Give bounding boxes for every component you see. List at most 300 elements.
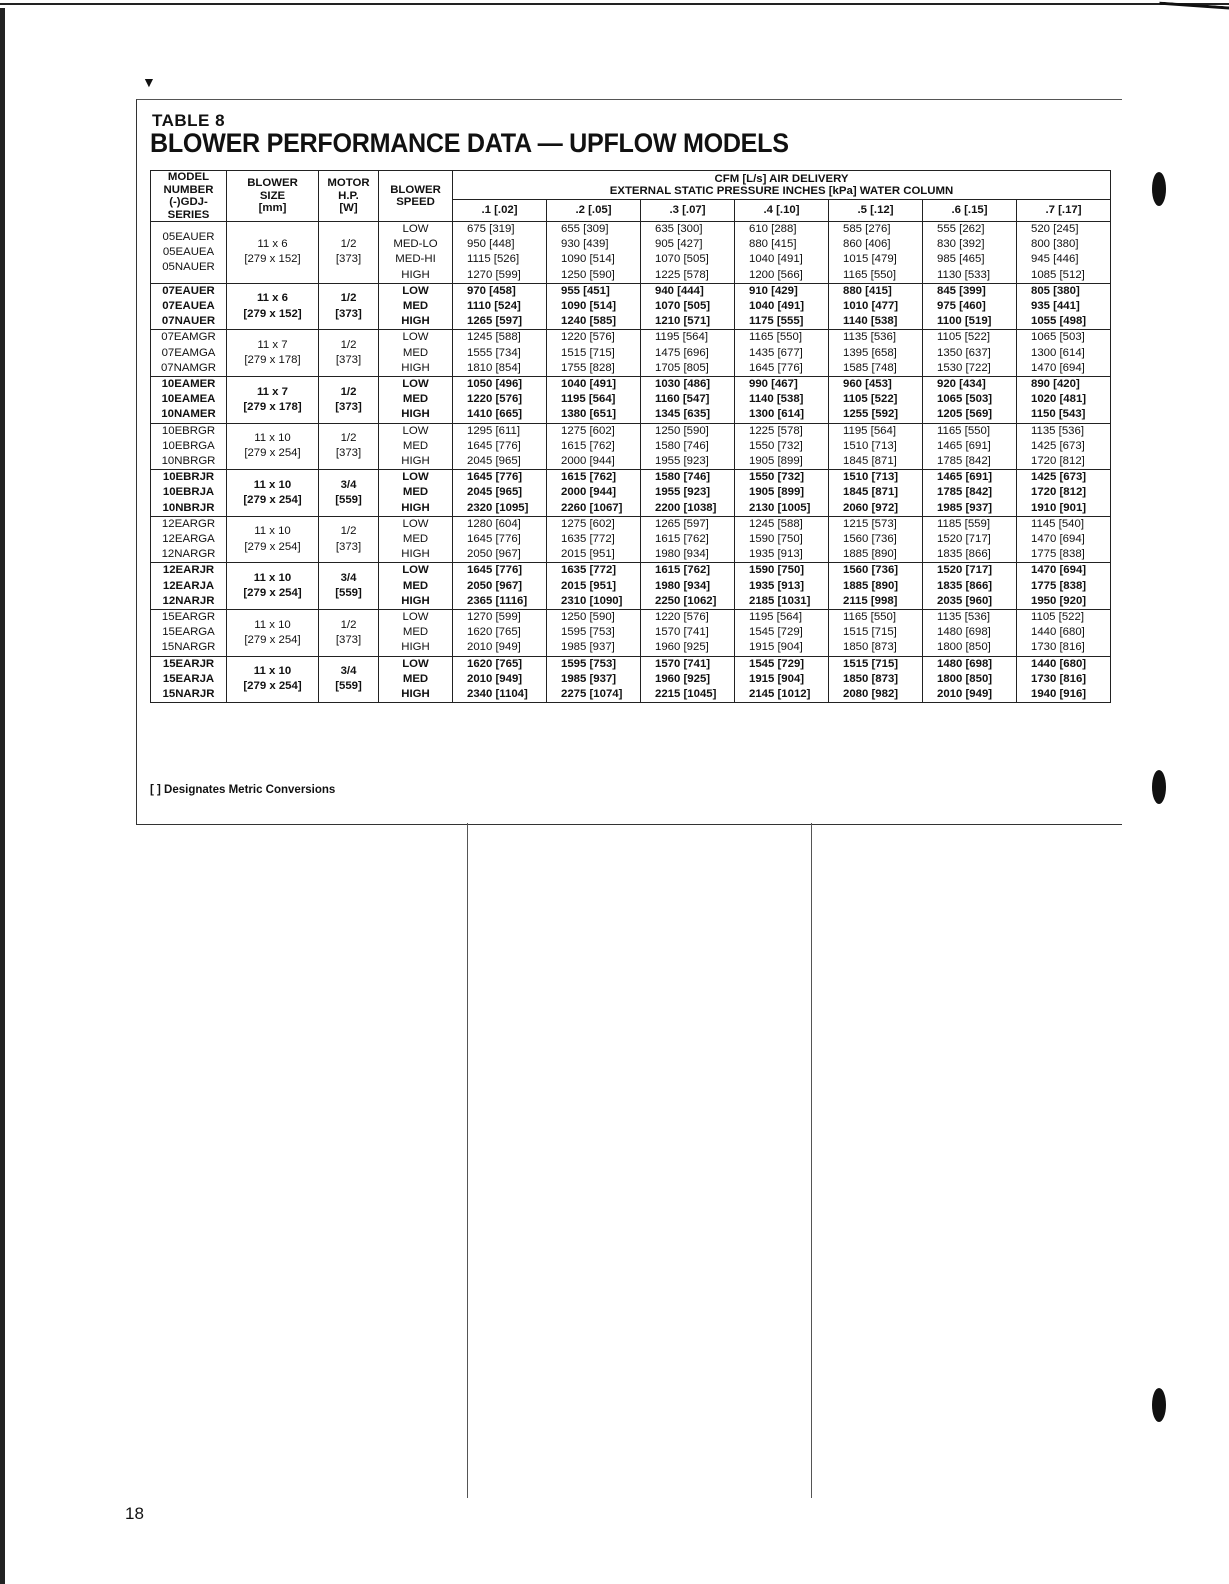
cfm-value-cell-line: 880 [415] bbox=[749, 238, 797, 251]
cfm-value-cell bbox=[1017, 656, 1111, 703]
cfm-value-cell-line: 520 [245] bbox=[1031, 223, 1079, 235]
cfm-value-cell-line: 920 [434] bbox=[937, 378, 986, 391]
cfm-value-cell-line: 1960 [925] bbox=[655, 672, 711, 685]
cfm-value-cell-line: 1480 [698] bbox=[937, 657, 993, 670]
motor-hp-cell-line: [559] bbox=[335, 494, 362, 507]
cfm-value-cell-line: 1135 [536] bbox=[937, 611, 990, 624]
blower-speed-cell bbox=[379, 563, 453, 610]
cfm-value-cell-line: 1570 [741] bbox=[655, 657, 711, 670]
cfm-value-cell-line: 1435 [677] bbox=[749, 346, 803, 359]
cfm-value-cell-line: 1580 [746] bbox=[655, 439, 709, 452]
cfm-value-cell-line: 905 [427] bbox=[655, 238, 703, 251]
cfm-value-cell bbox=[547, 222, 641, 284]
cfm-value-cell bbox=[547, 610, 641, 657]
cfm-value-cell-line: 1555 [734] bbox=[467, 346, 521, 359]
motor-hp-cell bbox=[319, 330, 379, 377]
cfm-value-cell-line: 910 [429] bbox=[749, 284, 798, 297]
model-number-cell-line: 07EAUEA bbox=[162, 300, 215, 313]
motor-hp-cell bbox=[319, 610, 379, 657]
cfm-value-cell-line: 2215 [1045] bbox=[655, 688, 717, 701]
motor-hp-cell-line: 1/2 bbox=[340, 292, 357, 305]
header-pressure-1: .1 [.02] bbox=[453, 200, 547, 222]
cfm-value-cell-line: 860 [406] bbox=[843, 238, 891, 251]
header-pressure-2: .2 [.05] bbox=[547, 200, 641, 222]
cfm-value-cell-line: 1185 [559] bbox=[937, 517, 990, 530]
cfm-value-cell-line: 1545 [729] bbox=[749, 657, 805, 670]
binder-hole-2 bbox=[1152, 770, 1166, 804]
cfm-value-cell bbox=[453, 423, 547, 470]
table-row bbox=[151, 516, 1111, 563]
cfm-value-cell bbox=[453, 610, 547, 657]
cfm-value-cell-line: 1960 [925] bbox=[655, 641, 709, 654]
blower-speed-cell bbox=[379, 470, 453, 517]
cfm-value-cell bbox=[923, 516, 1017, 563]
cfm-value-cell bbox=[547, 470, 641, 517]
model-number-cell bbox=[151, 423, 227, 470]
cfm-value-cell-line: 1800 [850] bbox=[937, 641, 991, 654]
cfm-value-cell bbox=[453, 377, 547, 424]
cfm-value-cell-line: 2145 [1012] bbox=[749, 688, 811, 701]
cfm-value-cell-line: 1910 [901] bbox=[1031, 501, 1087, 514]
page-edge-top bbox=[0, 3, 1229, 5]
blower-speed-cell bbox=[379, 283, 453, 330]
cfm-value-cell-line: 805 [380] bbox=[1031, 284, 1080, 297]
motor-hp-cell-line: 3/4 bbox=[340, 572, 357, 585]
cfm-value-cell-line: 1195 [564] bbox=[749, 611, 802, 624]
cfm-value-cell-line: 1515 [715] bbox=[843, 626, 897, 639]
model-number-cell-line: 15EARJR bbox=[162, 657, 215, 670]
cfm-value-cell-line: 1270 [599] bbox=[467, 268, 521, 281]
cfm-value-cell-line: 2050 [967] bbox=[467, 579, 523, 592]
blower-speed-cell-line: HIGH bbox=[401, 641, 430, 654]
table-row bbox=[151, 470, 1111, 517]
cfm-value-cell-line: 935 [441] bbox=[1031, 300, 1080, 313]
motor-hp-cell-line: 3/4 bbox=[340, 478, 357, 491]
cfm-value-cell bbox=[923, 656, 1017, 703]
blower-speed-cell-line: HIGH bbox=[401, 548, 430, 561]
cfm-value-cell bbox=[829, 222, 923, 284]
cfm-value-cell-line: 1510 [713] bbox=[843, 439, 897, 452]
cfm-value-cell bbox=[547, 656, 641, 703]
cfm-value-cell-line: 945 [446] bbox=[1031, 253, 1079, 266]
cfm-value-cell bbox=[1017, 283, 1111, 330]
cfm-value-cell bbox=[829, 610, 923, 657]
cfm-value-cell-line: 1775 [838] bbox=[1031, 548, 1085, 561]
blower-speed-cell-line: HIGH bbox=[401, 361, 430, 374]
blower-speed-cell bbox=[379, 222, 453, 284]
cfm-value-cell-line: 2015 [951] bbox=[561, 548, 615, 561]
header-cfm-air-delivery: CFM [L/s] AIR DELIVERY EXTERNAL STATIC PRESSURE INCHES [kPa] WATER COLUMN bbox=[453, 171, 1111, 200]
motor-hp-cell bbox=[319, 470, 379, 517]
cfm-value-cell-line: 1850 [873] bbox=[843, 641, 897, 654]
cfm-value-cell-line: 1955 [923] bbox=[655, 486, 711, 499]
cfm-value-cell-line: 1550 [732] bbox=[749, 439, 803, 452]
cfm-value-cell-line: 970 [458] bbox=[467, 284, 516, 297]
cfm-value-cell-line: 1265 [597] bbox=[655, 517, 709, 530]
motor-hp-cell-line: 1/2 bbox=[340, 385, 357, 398]
cfm-value-cell bbox=[923, 377, 1017, 424]
blower-size-cell bbox=[227, 283, 319, 330]
model-number-cell-line: 05NAUER bbox=[162, 261, 215, 273]
cfm-value-cell-line: 1135 [536] bbox=[843, 331, 896, 344]
cfm-value-cell-line: 1465 [691] bbox=[937, 439, 991, 452]
model-number-cell-line: 15NARGR bbox=[161, 641, 216, 654]
cfm-value-cell-line: 1350 [637] bbox=[937, 346, 991, 359]
cfm-value-cell-line: 2045 [965] bbox=[467, 486, 523, 499]
blower-speed-cell-line: LOW bbox=[402, 424, 429, 437]
model-number-cell bbox=[151, 610, 227, 657]
cfm-value-cell-line: 830 [392] bbox=[937, 238, 985, 251]
cfm-value-cell-line: 1145 [540] bbox=[1031, 517, 1084, 530]
column-divider-left bbox=[467, 823, 468, 1498]
cfm-value-cell bbox=[923, 423, 1017, 470]
cfm-value-cell-line: 1105 [522] bbox=[843, 393, 898, 406]
cfm-value-cell-line: 1580 [746] bbox=[655, 471, 711, 484]
blower-size-cell-line: [279 x 254] bbox=[243, 680, 302, 693]
cfm-value-cell-line: 1785 [842] bbox=[937, 486, 993, 499]
blower-speed-cell-line: HIGH bbox=[401, 501, 430, 514]
blower-speed-cell-line: MED bbox=[402, 626, 429, 639]
cfm-value-cell-line: 1645 [776] bbox=[467, 439, 521, 452]
blower-speed-cell-line: MED bbox=[402, 300, 429, 313]
cfm-value-cell-line: 1850 [873] bbox=[843, 672, 899, 685]
cfm-value-cell-line: 585 [276] bbox=[843, 223, 891, 235]
cfm-value-cell-line: 1210 [571] bbox=[655, 315, 711, 328]
cfm-value-cell-line: 975 [460] bbox=[937, 300, 986, 313]
cfm-value-cell bbox=[923, 610, 1017, 657]
cfm-value-cell-line: 1300 [614] bbox=[1031, 346, 1085, 359]
model-number-cell-line: 10EBRJR bbox=[162, 471, 215, 484]
cfm-value-cell bbox=[1017, 377, 1111, 424]
blower-size-cell-line: [279 x 254] bbox=[244, 447, 301, 460]
blower-speed-cell-line: MED-LO bbox=[393, 238, 438, 251]
table-body bbox=[151, 222, 1111, 703]
cfm-value-cell-line: 2340 [1104] bbox=[467, 688, 528, 701]
cfm-value-cell-line: 1195 [564] bbox=[561, 393, 616, 406]
cfm-value-cell-line: 2010 [949] bbox=[937, 688, 993, 701]
cfm-value-cell bbox=[735, 283, 829, 330]
model-number-cell-line: 10NBRJR bbox=[162, 501, 215, 514]
cfm-value-cell-line: 1885 [890] bbox=[843, 579, 899, 592]
blower-size-cell bbox=[227, 222, 319, 284]
model-number-cell-line: 10EBRJA bbox=[162, 486, 215, 499]
blower-size-cell-line: [279 x 178] bbox=[243, 400, 302, 413]
cfm-value-cell bbox=[641, 377, 735, 424]
cfm-value-cell-line: 1905 [899] bbox=[749, 486, 805, 499]
model-number-cell bbox=[151, 656, 227, 703]
model-number-cell-line: 07NAMGR bbox=[160, 361, 217, 374]
motor-hp-cell bbox=[319, 377, 379, 424]
cfm-value-cell bbox=[547, 516, 641, 563]
cfm-value-cell-line: 800 [380] bbox=[1031, 238, 1079, 251]
blower-size-cell bbox=[227, 470, 319, 517]
header-pressure-4: .4 [.10] bbox=[735, 200, 829, 222]
cfm-value-cell bbox=[547, 563, 641, 610]
blower-speed-cell-line: MED bbox=[402, 346, 429, 359]
cfm-value-cell-line: 1730 [816] bbox=[1031, 672, 1087, 685]
cfm-value-cell-line: 1090 [514] bbox=[561, 300, 617, 313]
motor-hp-cell-line: 1/2 bbox=[340, 238, 357, 251]
cfm-value-cell bbox=[547, 423, 641, 470]
column-divider-right bbox=[811, 823, 812, 1498]
cfm-value-cell-line: 555 [262] bbox=[937, 223, 985, 235]
cfm-value-cell-line: 1220 [576] bbox=[561, 331, 615, 344]
cfm-value-cell-line: 960 [453] bbox=[843, 378, 892, 391]
model-number-cell bbox=[151, 563, 227, 610]
cfm-value-cell bbox=[735, 610, 829, 657]
cfm-value-cell-line: 1050 [496] bbox=[467, 378, 523, 391]
blower-size-cell-line: 11 x 10 bbox=[253, 665, 292, 678]
table-row bbox=[151, 563, 1111, 610]
model-number-cell-line: 12NARGR bbox=[161, 548, 216, 561]
cfm-value-cell-line: 1090 [514] bbox=[561, 253, 615, 266]
cfm-value-cell-line: 955 [451] bbox=[561, 284, 610, 297]
cfm-value-cell-line: 1100 [519] bbox=[937, 315, 992, 328]
blower-size-cell-line: 11 x 10 bbox=[254, 432, 291, 445]
cfm-value-cell-line: 1545 [729] bbox=[749, 626, 803, 639]
header-pressure-3: .3 [.07] bbox=[641, 200, 735, 222]
model-number-cell-line: 15NARJR bbox=[162, 688, 215, 701]
cfm-value-cell-line: 2035 [960] bbox=[937, 594, 993, 607]
cfm-value-cell bbox=[735, 222, 829, 284]
cfm-value-cell-line: 1070 [505] bbox=[655, 253, 709, 266]
blower-size-cell bbox=[227, 656, 319, 703]
cfm-value-cell-line: 2365 [1116] bbox=[467, 594, 528, 607]
cfm-value-cell-line: 1275 [602] bbox=[561, 424, 615, 437]
table-row bbox=[151, 283, 1111, 330]
cfm-value-cell bbox=[453, 470, 547, 517]
cfm-value-cell-line: 1560 [736] bbox=[843, 564, 899, 577]
page-edge-left bbox=[0, 8, 5, 1584]
blower-speed-cell-line: MED bbox=[402, 486, 429, 499]
cfm-value-cell bbox=[1017, 423, 1111, 470]
cfm-value-cell-line: 1985 [937] bbox=[561, 672, 617, 685]
table-row bbox=[151, 222, 1111, 284]
model-number-cell-line: 05EAUER bbox=[162, 230, 215, 243]
cfm-value-cell-line: 1775 [838] bbox=[1031, 579, 1087, 592]
blower-size-cell bbox=[227, 516, 319, 563]
cfm-value-cell-line: 2115 [998] bbox=[843, 594, 898, 607]
cfm-value-cell-line: 1955 [923] bbox=[655, 455, 709, 468]
blower-size-cell-line: 11 x 10 bbox=[254, 525, 291, 538]
cfm-value-cell-line: 1395 [658] bbox=[843, 346, 897, 359]
motor-hp-cell-line: [559] bbox=[335, 680, 362, 693]
cfm-value-cell-line: 1590 [750] bbox=[749, 564, 805, 577]
cfm-value-cell-line: 990 [467] bbox=[749, 378, 798, 391]
model-number-cell bbox=[151, 377, 227, 424]
cfm-value-cell-line: 1645 [776] bbox=[467, 471, 523, 484]
blower-speed-cell-line: HIGH bbox=[401, 408, 430, 421]
cfm-value-cell bbox=[641, 423, 735, 470]
cfm-value-cell-line: 1980 [934] bbox=[655, 579, 711, 592]
cfm-value-cell-line: 1055 [498] bbox=[1031, 315, 1087, 328]
cfm-value-cell-line: 1615 [762] bbox=[655, 533, 709, 546]
cfm-value-cell-line: 1645 [776] bbox=[749, 361, 803, 374]
cfm-value-cell-line: 1845 [871] bbox=[843, 455, 897, 468]
cfm-value-cell bbox=[829, 377, 923, 424]
cfm-value-cell-line: 1270 [599] bbox=[467, 611, 521, 624]
motor-hp-cell-line: [373] bbox=[335, 307, 362, 320]
blower-speed-cell-line: LOW bbox=[402, 657, 429, 670]
cfm-value-cell-line: 1470 [694] bbox=[1031, 361, 1085, 374]
cfm-value-cell-line: 1705 [805] bbox=[655, 361, 709, 374]
motor-hp-cell-line: 1/2 bbox=[340, 618, 357, 631]
blower-speed-cell-line: LOW bbox=[402, 611, 429, 624]
blower-speed-cell bbox=[379, 377, 453, 424]
cfm-value-cell-line: 1515 [715] bbox=[561, 346, 615, 359]
model-number-cell-line: 10NAMER bbox=[161, 408, 216, 421]
cfm-value-cell bbox=[641, 516, 735, 563]
binder-hole-1 bbox=[1152, 172, 1166, 206]
cfm-value-cell-line: 1065 [503] bbox=[1031, 331, 1085, 344]
blower-size-cell-line: [279 x 254] bbox=[243, 587, 302, 600]
blower-speed-cell-line: HIGH bbox=[401, 455, 430, 468]
model-number-cell-line: 05EAUEA bbox=[162, 245, 215, 258]
cfm-value-cell-line: 1245 [588] bbox=[467, 331, 521, 344]
blower-performance-table bbox=[150, 170, 1111, 703]
blower-speed-cell bbox=[379, 423, 453, 470]
motor-hp-cell-line: [559] bbox=[335, 587, 362, 600]
blower-size-cell-line: [279 x 178] bbox=[244, 354, 301, 367]
cfm-value-cell-line: 1135 [536] bbox=[1031, 424, 1084, 437]
blower-speed-cell-line: MED bbox=[402, 533, 429, 546]
cfm-value-cell-line: 2275 [1074] bbox=[561, 688, 623, 701]
motor-hp-cell bbox=[319, 656, 379, 703]
cfm-value-cell-line: 1250 [590] bbox=[561, 268, 615, 281]
blower-size-cell bbox=[227, 377, 319, 424]
cfm-value-cell bbox=[735, 330, 829, 377]
cfm-value-cell-line: 1755 [828] bbox=[561, 361, 615, 374]
cfm-value-cell bbox=[735, 563, 829, 610]
cfm-value-cell-line: 1635 [772] bbox=[561, 564, 617, 577]
blower-size-cell-line: 11 x 10 bbox=[254, 618, 291, 631]
cfm-value-cell-line: 1720 [812] bbox=[1031, 486, 1087, 499]
cfm-value-cell-line: 1085 [512] bbox=[1031, 268, 1085, 281]
model-number-cell-line: 07EAMGR bbox=[161, 331, 216, 344]
blower-size-cell-line: [279 x 254] bbox=[243, 494, 302, 507]
cfm-value-cell-line: 1030 [486] bbox=[655, 378, 711, 391]
cfm-value-cell bbox=[547, 283, 641, 330]
margin-marker-icon: ▼ bbox=[142, 74, 156, 90]
cfm-value-cell-line: 1425 [673] bbox=[1031, 439, 1085, 452]
table-row bbox=[151, 377, 1111, 424]
cfm-value-cell-line: 1935 [913] bbox=[749, 548, 803, 561]
cfm-value-cell-line: 2200 [1038] bbox=[655, 501, 717, 514]
blower-size-cell-line: [279 x 152] bbox=[244, 253, 301, 266]
cfm-value-cell-line: 1615 [762] bbox=[561, 439, 615, 452]
motor-hp-cell-line: [373] bbox=[335, 447, 362, 460]
model-number-cell-line: 12EARJR bbox=[162, 564, 215, 577]
cfm-value-cell-line: 1620 [765] bbox=[467, 626, 521, 639]
cfm-value-cell-line: 1225 [578] bbox=[749, 424, 803, 437]
cfm-value-cell-line: 1220 [576] bbox=[467, 393, 523, 406]
cfm-value-cell-line: 930 [439] bbox=[561, 238, 609, 251]
cfm-value-cell-line: 1785 [842] bbox=[937, 455, 991, 468]
cfm-value-cell-line: 1440 [680] bbox=[1031, 626, 1085, 639]
cfm-value-cell-line: 1160 [547] bbox=[655, 393, 710, 406]
cfm-value-cell-line: 1570 [741] bbox=[655, 626, 709, 639]
cfm-value-cell-line: 635 [300] bbox=[655, 223, 703, 235]
cfm-value-cell-line: 1255 [592] bbox=[843, 408, 899, 421]
header-pressure-5: .5 [.12] bbox=[829, 200, 923, 222]
model-number-cell bbox=[151, 470, 227, 517]
cfm-value-cell-line: 1470 [694] bbox=[1031, 533, 1085, 546]
cfm-value-cell-line: 1195 [564] bbox=[655, 331, 708, 344]
blower-speed-cell-line: MED bbox=[402, 672, 429, 685]
cfm-value-cell bbox=[829, 516, 923, 563]
cfm-value-cell-line: 1885 [890] bbox=[843, 548, 897, 561]
metric-footnote: [ ] Designates Metric Conversions bbox=[150, 784, 336, 796]
cfm-value-cell-line: 890 [420] bbox=[1031, 378, 1080, 391]
blower-size-cell bbox=[227, 563, 319, 610]
blower-size-cell-line: 11 x 10 bbox=[253, 572, 292, 585]
blower-speed-cell-line: MED-HI bbox=[395, 253, 436, 266]
cfm-value-cell-line: 1615 [762] bbox=[655, 564, 711, 577]
cfm-value-cell-line: 1110 [524] bbox=[467, 300, 521, 313]
cfm-value-cell-line: 1295 [611] bbox=[467, 424, 520, 437]
model-number-cell-line: 10EBRGA bbox=[162, 439, 215, 452]
model-number-cell-line: 10EAMEA bbox=[161, 393, 216, 406]
cfm-value-cell-line: 2185 [1031] bbox=[749, 594, 811, 607]
blower-speed-cell-line: HIGH bbox=[401, 594, 430, 607]
cfm-value-cell bbox=[453, 563, 547, 610]
cfm-value-cell-line: 1150 [543] bbox=[1031, 408, 1086, 421]
cfm-value-cell-line: 1065 [503] bbox=[937, 393, 993, 406]
cfm-value-cell-line: 1240 [585] bbox=[561, 315, 617, 328]
table-row bbox=[151, 330, 1111, 377]
cfm-value-cell bbox=[453, 283, 547, 330]
cfm-value-cell bbox=[641, 656, 735, 703]
blower-speed-cell-line: HIGH bbox=[401, 688, 430, 701]
cfm-value-cell-line: 1225 [578] bbox=[655, 268, 709, 281]
cfm-value-cell bbox=[923, 222, 1017, 284]
cfm-value-cell bbox=[735, 656, 829, 703]
cfm-value-cell bbox=[829, 423, 923, 470]
cfm-value-cell-line: 2320 [1095] bbox=[467, 501, 529, 514]
cfm-value-cell-line: 1635 [772] bbox=[561, 533, 615, 546]
cfm-value-cell-line: 1915 [904] bbox=[749, 641, 803, 654]
model-number-cell bbox=[151, 222, 227, 284]
cfm-value-cell-line: 950 [448] bbox=[467, 238, 515, 251]
cfm-value-cell-line: 1165 [550] bbox=[843, 268, 896, 281]
cfm-value-cell-line: 1915 [904] bbox=[749, 672, 805, 685]
cfm-value-cell-line: 1205 [569] bbox=[937, 408, 993, 421]
cfm-value-cell-line: 1115 [526] bbox=[467, 253, 520, 266]
cfm-value-cell-line: 1520 [717] bbox=[937, 533, 991, 546]
cfm-value-cell-line: 2000 [944] bbox=[561, 455, 615, 468]
table-row bbox=[151, 610, 1111, 657]
cfm-value-cell bbox=[829, 283, 923, 330]
blower-size-cell-line: 11 x 6 bbox=[256, 292, 289, 305]
cfm-value-cell-line: 2310 [1090] bbox=[561, 594, 623, 607]
cfm-value-cell-line: 1300 [614] bbox=[749, 408, 805, 421]
header-model-number: MODEL NUMBER (-)GDJ- SERIES bbox=[151, 171, 227, 222]
cfm-value-cell bbox=[641, 610, 735, 657]
cfm-value-cell bbox=[453, 330, 547, 377]
cfm-value-cell-line: 1195 [564] bbox=[843, 424, 896, 437]
cfm-value-cell-line: 1835 [866] bbox=[937, 579, 993, 592]
model-number-cell-line: 15EARGA bbox=[162, 626, 215, 639]
cfm-value-cell bbox=[453, 222, 547, 284]
cfm-value-cell-line: 2260 [1067] bbox=[561, 501, 623, 514]
cfm-value-cell bbox=[641, 283, 735, 330]
cfm-value-cell-line: 1585 [748] bbox=[843, 361, 897, 374]
blower-speed-cell-line: LOW bbox=[402, 378, 429, 391]
cfm-value-cell-line: 1905 [899] bbox=[749, 455, 803, 468]
blower-speed-cell bbox=[379, 610, 453, 657]
cfm-value-cell-line: 1200 [566] bbox=[749, 268, 803, 281]
cfm-value-cell-line: 1015 [479] bbox=[843, 253, 897, 266]
